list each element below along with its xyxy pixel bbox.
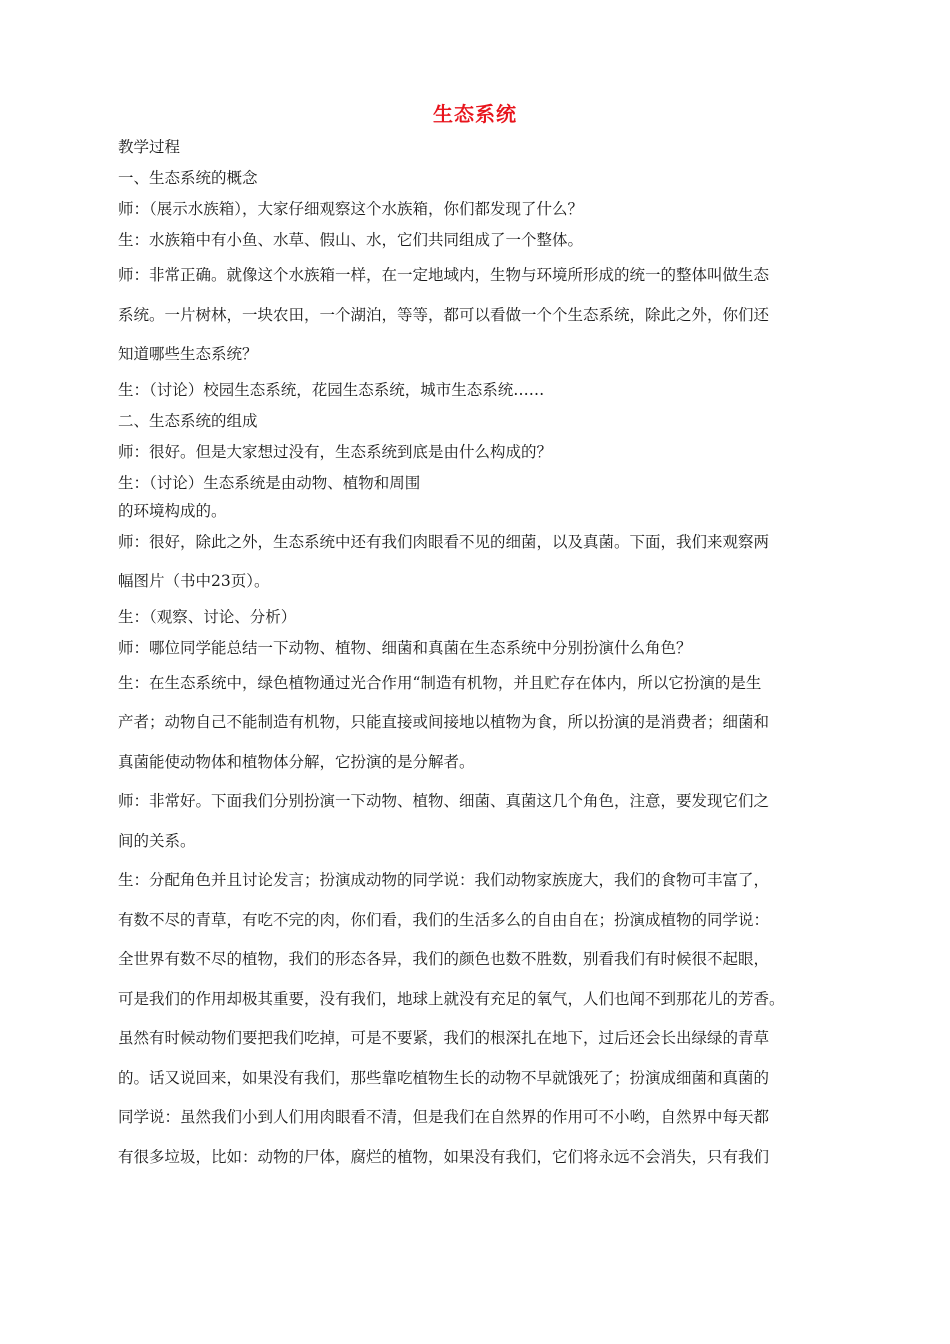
paragraph-line: 生：（讨论）校园生态系统，花园生态系统，城市生态系统…… — [118, 380, 545, 399]
paragraph-line: 有很多垃圾，比如：动物的尸体，腐烂的植物，如果没有我们，它们将永远不会消失，只有我们 — [118, 1147, 770, 1166]
paragraph-line: 师：（展示水族箱），大家仔细观察这个水族箱，你们都发现了什么？ — [118, 200, 584, 218]
paragraph-line: 师：很好。但是大家想过没有，生态系统到底是由什么构成的？ — [118, 442, 553, 461]
paragraph-line: 生：分配角色并且讨论发言；扮演成动物的同学说：我们动物家族庞大，我们的食物可丰富了， — [118, 871, 770, 889]
paragraph-line: 真菌能使动物体和植物体分解，它扮演的是分解者。 — [118, 752, 475, 771]
paragraph-line: 幅图片（书中23页）。 — [118, 572, 270, 590]
paragraph-line: 的环境构成的。 — [118, 501, 227, 520]
section-heading: 二、生态系统的组成 — [118, 411, 258, 430]
paragraph-line: 师：很好，除此之外，生态系统中还有我们肉眼看不见的细菌，以及真菌。下面，我们来观察两 — [118, 532, 770, 551]
paragraph-line: 虽然有时候动物们要把我们吃掉，可是不要紧，我们的根深扎在地下，过后还会长出绿绿的青草 — [118, 1029, 770, 1047]
section-heading: 一、生态系统的概念 — [118, 169, 258, 187]
document-body — [118, 132, 838, 1177]
paragraph-line: 师：非常好。下面我们分别扮演一下动物、植物、细菌、真菌这几个角色，注意，要发现它们之 — [118, 792, 770, 810]
paragraph-line: 生：在生态系统中，绿色植物通过光合作用“制造有机物，并且贮存在体内，所以它扮演的是生 — [118, 673, 762, 692]
paragraph-line: 有数不尽的青草，有吃不完的肉，你们看，我们的生活多么的自由自在；扮演成植物的同学说： — [118, 910, 770, 929]
section-label: 教学过程 — [118, 138, 181, 156]
paragraph-line: 师：非常正确。就像这个水族箱一样，在一定地域内，生物与环境所形成的统一的整体叫做生态 — [118, 266, 770, 284]
paragraph-line: 产者；动物自己不能制造有机物，只能直接或间接地以植物为食，所以扮演的是消费者；细菌和 — [118, 713, 770, 731]
paragraph-line: 系统。一片树林，一块农田，一个湖泊，等等，都可以看做一个个生态系统，除此之外，你们还 — [118, 305, 770, 324]
paragraph-line: 师：哪位同学能总结一下动物、植物、细菌和真菌在生态系统中分别扮演什么角色？ — [118, 638, 692, 657]
document-title: 生态系统 — [433, 102, 517, 126]
paragraph-line: 同学说：虽然我们小到人们用肉眼看不清，但是我们在自然界的作用可不小哟，自然界中每天都 — [118, 1108, 770, 1126]
paragraph-line: 生：（观察、讨论、分析） — [118, 607, 297, 626]
paragraph-line: 生：（讨论）生态系统是由动物、植物和周围 — [118, 473, 421, 492]
paragraph-line: 可是我们的作用却极其重要，没有我们，地球上就没有充足的氧气，人们也闻不到那花儿的芳香。 — [118, 989, 785, 1008]
paragraph-line: 的。话又说回来，如果没有我们，那些靠吃植物生长的动物不早就饿死了；扮演成细菌和真菌的 — [118, 1068, 770, 1087]
paragraph-line: 知道哪些生态系统？ — [118, 345, 258, 363]
paragraph-line: 生：水族箱中有小鱼、水草、假山、水，它们共同组成了一个整体。 — [118, 231, 584, 249]
paragraph-line: 间的关系。 — [118, 831, 196, 850]
paragraph-line: 全世界有数不尽的植物，我们的形态各异，我们的颜色也数不胜数，别看我们有时候很不起眼， — [118, 950, 770, 968]
